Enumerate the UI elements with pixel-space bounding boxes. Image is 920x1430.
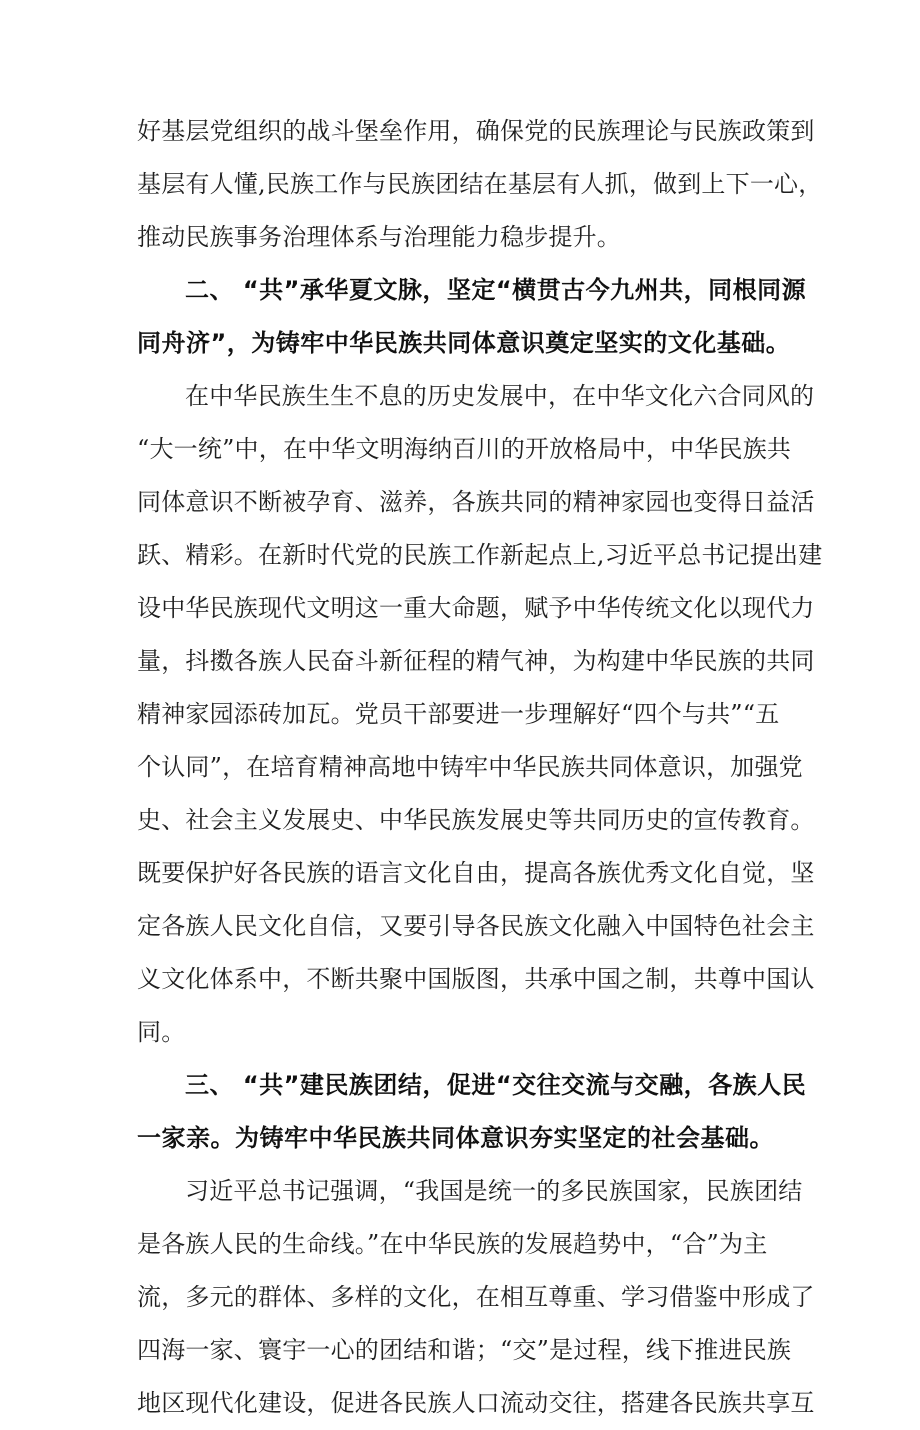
text-line: 同体意识不断被孕育、滋养，各族共同的精神家园也变得日益活 (137, 488, 815, 516)
text-line: 流，多元的群体、多样的文化，在相互尊重、学习借鉴中形成了 (137, 1283, 815, 1311)
text-line: 四海一家、寰宇一心的团结和谐；“交”是过程，线下推进民族 (137, 1336, 792, 1364)
document-body (137, 105, 823, 1430)
text-line: “大一统”中，在中华文明海纳百川的开放格局中，中华民族共 (137, 435, 792, 463)
section-3-heading (137, 1059, 807, 1165)
heading-line: 三、 “共”建民族团结，促进“交往交流与交融，各族人民 (185, 1071, 807, 1099)
text-line: 量，抖擞各族人民奋斗新征程的精气神，为构建中华民族的共同 (137, 647, 815, 675)
section-3-paragraph (137, 1165, 815, 1430)
text-line: 史、社会主义发展史、中华民族发展史等共同历史的宣传教育。 (137, 806, 815, 834)
intro-paragraph (137, 105, 823, 264)
text-line: 好基层党组织的战斗堡垒作用，确保党的民族理论与民族政策到 (137, 117, 815, 145)
text-line: 定各族人民文化自信，又要引导各民族文化融入中国特色社会主 (137, 912, 815, 940)
text-line: 是各族人民的生命线。”在中华民族的发展趋势中，“合”为主 (137, 1230, 768, 1258)
text-line: 精神家园添砖加瓦。党员干部要进一步理解好“四个与共”“五 (137, 700, 780, 728)
text-line: 既要保护好各民族的语言文化自由，提高各族优秀文化自觉，坚 (137, 859, 815, 887)
text-line: 习近平总书记强调，“我国是统一的多民族国家，民族团结 (185, 1177, 803, 1205)
heading-line: 二、 “共”承华夏文脉，坚定“横贯古今九州共，同根同源 (185, 276, 807, 304)
section-2-heading (137, 264, 807, 370)
section-2-paragraph (137, 370, 823, 1059)
text-line: 义文化体系中，不断共聚中国版图，共承中国之制，共尊中国认 (137, 965, 815, 993)
text-line: 推动民族事务治理体系与治理能力稳步提升。 (137, 223, 621, 251)
heading-line: 同舟济”，为铸牢中华民族共同体意识奠定坚实的文化基础。 (137, 329, 791, 357)
text-line: 同。 (137, 1018, 186, 1046)
text-line: 个认同”，在培育精神高地中铸牢中华民族共同体意识，加强党 (137, 753, 803, 781)
text-line: 在中华民族生生不息的历史发展中，在中华文化六合同风的 (185, 382, 815, 410)
text-line: 基层有人懂,民族工作与民族团结在基层有人抓，做到上下一心， (137, 170, 823, 198)
heading-line: 一家亲。为铸牢中华民族共同体意识夯实坚定的社会基础。 (137, 1124, 774, 1152)
text-line: 地区现代化建设，促进各民族人口流动交往，搭建各民族共享互 (137, 1389, 815, 1417)
text-line: 设中华民族现代文明这一重大命题，赋予中华传统文化以现代力 (137, 594, 815, 622)
text-line: 跃、精彩。在新时代党的民族工作新起点上,习近平总书记提出建 (137, 541, 823, 569)
